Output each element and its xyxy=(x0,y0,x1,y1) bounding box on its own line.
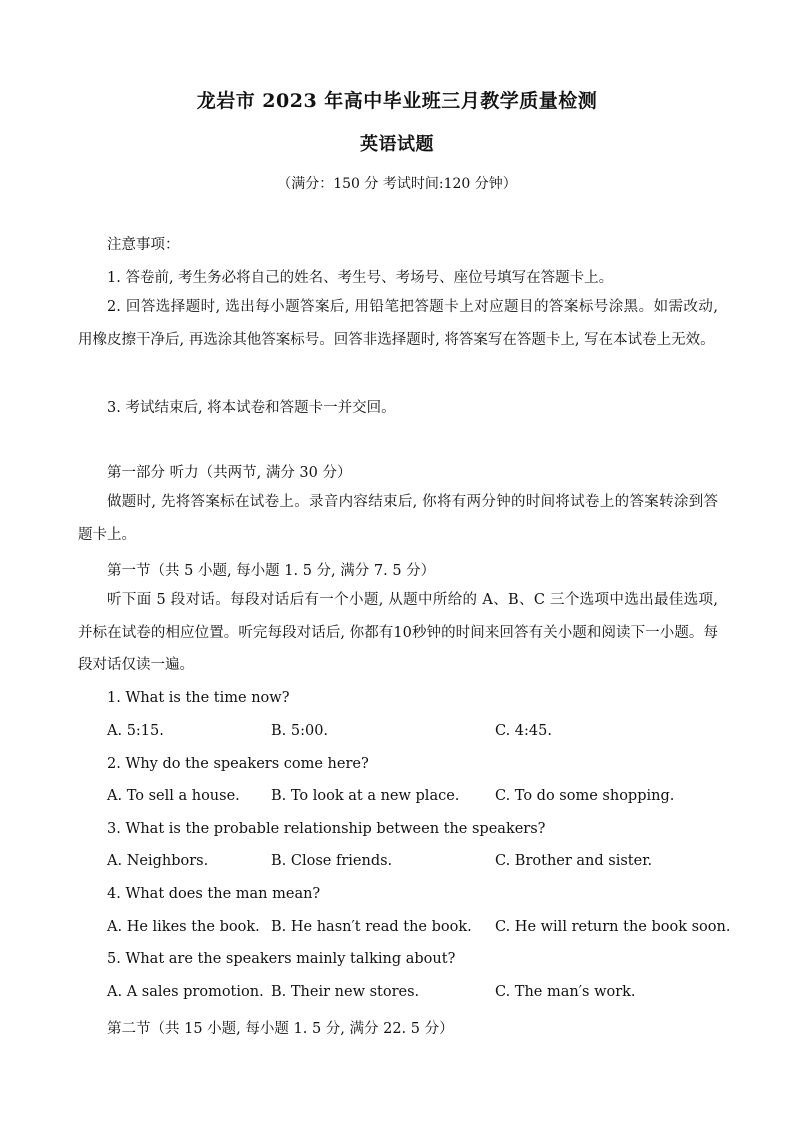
notice-item-2: 2. 回答选择题时, 选出每小题答案后, 用铅笔把答题卡上对应题目的答案标号涂黑。如需改动, 用橡皮擦干净后, 再选涂其他答案标号。回答非选择题时, 将答案写在答题卡上, 写在本试卷上无效。 xyxy=(78,299,718,348)
question-4-option-a: A. He likes the book. xyxy=(107,919,260,935)
section1-instruction: 听下面 5 段对话。每段对话后有一个小题, 从题中所给的 A、B、C 三个选项中选出最佳选项, 并标在试卷的相应位置。听完每段对话后, 你都有10秒钟的时间来回答有关小题和阅读下一小题。每段对话仅读一遍。 xyxy=(78,592,718,673)
section1-heading: 第一节（共 5 小题, 每小题 1. 5 分, 满分 7. 5 分） xyxy=(107,563,436,579)
section2-heading: 第二节（共 15 小题, 每小题 1. 5 分, 满分 22. 5 分） xyxy=(107,1021,454,1037)
question-2: 2. Why do the speakers come here? xyxy=(107,756,369,772)
score-info: （满分：150 分 考试时间:120 分钟） xyxy=(277,176,517,192)
page-title: 龙岩市 2023 年高中毕业班三月教学质量检测 xyxy=(196,90,598,112)
question-5-option-c: C. The man′s work. xyxy=(495,984,636,1000)
question-1-option-c: C. 4:45. xyxy=(495,723,552,739)
question-2-option-b: B. To look at a new place. xyxy=(271,788,460,804)
question-4: 4. What does the man mean? xyxy=(107,886,321,902)
part1-instruction: 做题时, 先将答案标在试卷上。录音内容结束后, 你将有两分钟的时间将试卷上的答案转涂到答题卡上。 xyxy=(78,494,718,543)
question-3-option-a: A. Neighbors. xyxy=(107,853,209,869)
question-3-option-b: B. Close friends. xyxy=(271,853,393,869)
question-4-option-c: C. He will return the book soon. xyxy=(495,919,731,935)
question-3-option-c: C. Brother and sister. xyxy=(495,853,653,869)
part1-heading: 第一部分 听力（共两节, 满分 30 分） xyxy=(107,465,352,481)
notice-item-1: 1. 答卷前, 考生务必将自己的姓名、考生号、考场号、座位号填写在答题卡上。 xyxy=(107,270,614,286)
notice-item-3: 3. 考试结束后, 将本试卷和答题卡一并交回。 xyxy=(107,400,396,416)
question-5-option-a: A. A sales promotion. xyxy=(107,984,264,1000)
question-4-option-b: B. He hasn′t read the book. xyxy=(271,919,472,935)
page-subtitle: 英语试题 xyxy=(360,134,434,155)
question-5: 5. What are the speakers mainly talking about? xyxy=(107,951,456,967)
question-3: 3. What is the probable relationship between the speakers? xyxy=(107,821,546,837)
notice-heading: 注意事项： xyxy=(107,237,180,253)
question-5-option-b: B. Their new stores. xyxy=(271,984,420,1000)
question-1-option-a: A. 5:15. xyxy=(107,723,164,739)
question-1-option-b: B. 5:00. xyxy=(271,723,329,739)
question-2-option-c: C. To do some shopping. xyxy=(495,788,675,804)
question-1: 1. What is the time now? xyxy=(107,690,290,706)
question-2-option-a: A. To sell a house. xyxy=(107,788,240,804)
